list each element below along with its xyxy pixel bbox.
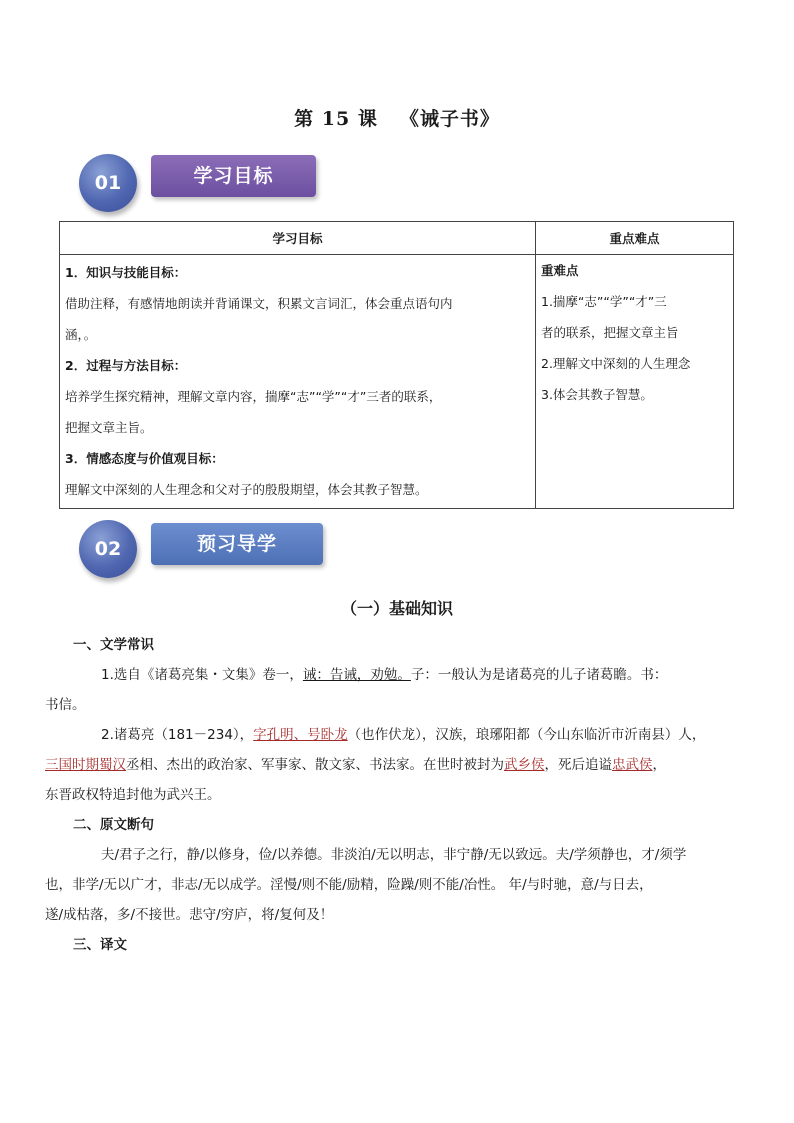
section-number-badge: 01 — [79, 154, 137, 212]
heading-translation: 三、译文 — [73, 937, 127, 953]
key-point-line: 3.体会其教子智慧。 — [541, 387, 653, 402]
key-point-line: 2.理解文中深刻的人生理念 — [541, 356, 691, 371]
text-run: ，死后追谥 — [544, 757, 612, 773]
paragraph-author — [45, 720, 733, 810]
goals-cell — [60, 255, 536, 509]
text-line: 夫/君子之行，静/以修身，俭/以养德。非淡泊/无以明志，非宁静/无以致远。夫/学须静也，才/须学 — [101, 847, 687, 863]
text-run: 东晋政权特追封他为武兴王。 — [45, 787, 221, 803]
section-number-badge: 02 — [79, 520, 137, 578]
key-points-cell — [536, 255, 734, 509]
table-row — [60, 255, 734, 509]
heading-literary-knowledge: 一、文学常识 — [73, 637, 154, 653]
table-header-row — [60, 222, 734, 255]
text-run: 丞相、杰出的政治家、军事家、散文家、书法家。在世时被封为 — [126, 757, 504, 773]
goal-line: 把握文章主旨。 — [65, 420, 153, 435]
section-label: 预习导学 — [151, 523, 323, 565]
key-point-line: 1.揣摩“志”“学”“才”三 — [541, 294, 667, 309]
heading-sentence-breaks: 二、原文断句 — [73, 817, 154, 833]
goal-line: 理解文中深刻的人生理念和父对子的殷殷期望，体会其教子智慧。 — [65, 482, 428, 497]
basic-knowledge-title: （一）基础知识 — [340, 599, 453, 618]
highlighted-term: 字孔明、号卧龙 — [253, 727, 348, 743]
text-run: 子：一般认为是诸葛亮的儿子诸葛瞻。书： — [410, 667, 668, 683]
goal-heading: 3．情感态度与价值观目标： — [65, 451, 224, 466]
section-header-goals — [79, 154, 319, 214]
underlined-term: 诫：告诫，劝勉。 — [302, 667, 411, 683]
paragraph-original-text — [45, 840, 733, 930]
goal-heading: 2．过程与方法目标： — [65, 358, 187, 373]
key-point-line: 者的联系，把握文章主旨 — [541, 325, 679, 340]
page-title — [0, 104, 794, 131]
table-header-key-points: 重点难点 — [536, 222, 734, 255]
key-points-heading: 重难点 — [541, 263, 579, 278]
text-run: 2.诸葛亮（181－234）， — [101, 727, 254, 743]
section-label: 学习目标 — [151, 155, 316, 197]
text-run: 1.选自《诸葛亮集・文集》卷一， — [101, 667, 303, 683]
table-header-goals: 学习目标 — [60, 222, 536, 255]
text-line: 遂/成枯落，多/不接世。悲守/穷庐，将/复何及！ — [45, 907, 334, 923]
basic-knowledge-body — [45, 630, 733, 960]
goal-heading: 1．知识与技能目标： — [65, 265, 187, 280]
lesson-name: 《诫子书》 — [399, 108, 500, 130]
highlighted-term: 武乡侯 — [504, 757, 545, 773]
goal-line: 借助注释，有感情地朗读并背诵课文，积累文言词汇，体会重点语句内 — [65, 296, 453, 311]
text-run: 书信。 — [45, 697, 86, 713]
goals-table — [59, 221, 734, 509]
section-header-preview — [79, 517, 329, 577]
highlighted-term: 忠武侯 — [612, 757, 653, 773]
paragraph-source — [45, 660, 733, 720]
lesson-number: 第 15 课 — [294, 108, 378, 130]
text-run: ， — [652, 757, 666, 773]
goal-line: 培养学生探究精神，理解文章内容，揣摩“志”“学”“才”三者的联系， — [65, 389, 442, 404]
highlighted-term: 三国时期蜀汉 — [45, 757, 126, 773]
text-line: 也，非学/无以广才，非志/无以成学。淫慢/则不能/励精，险躁/则不能/冶性。 年/与时驰，意/与日去， — [45, 877, 653, 893]
text-run: （也作伏龙），汉族，琅琊阳都（今山东临沂市沂南县）人， — [347, 727, 706, 743]
goal-line: 涵，。 — [65, 327, 97, 342]
